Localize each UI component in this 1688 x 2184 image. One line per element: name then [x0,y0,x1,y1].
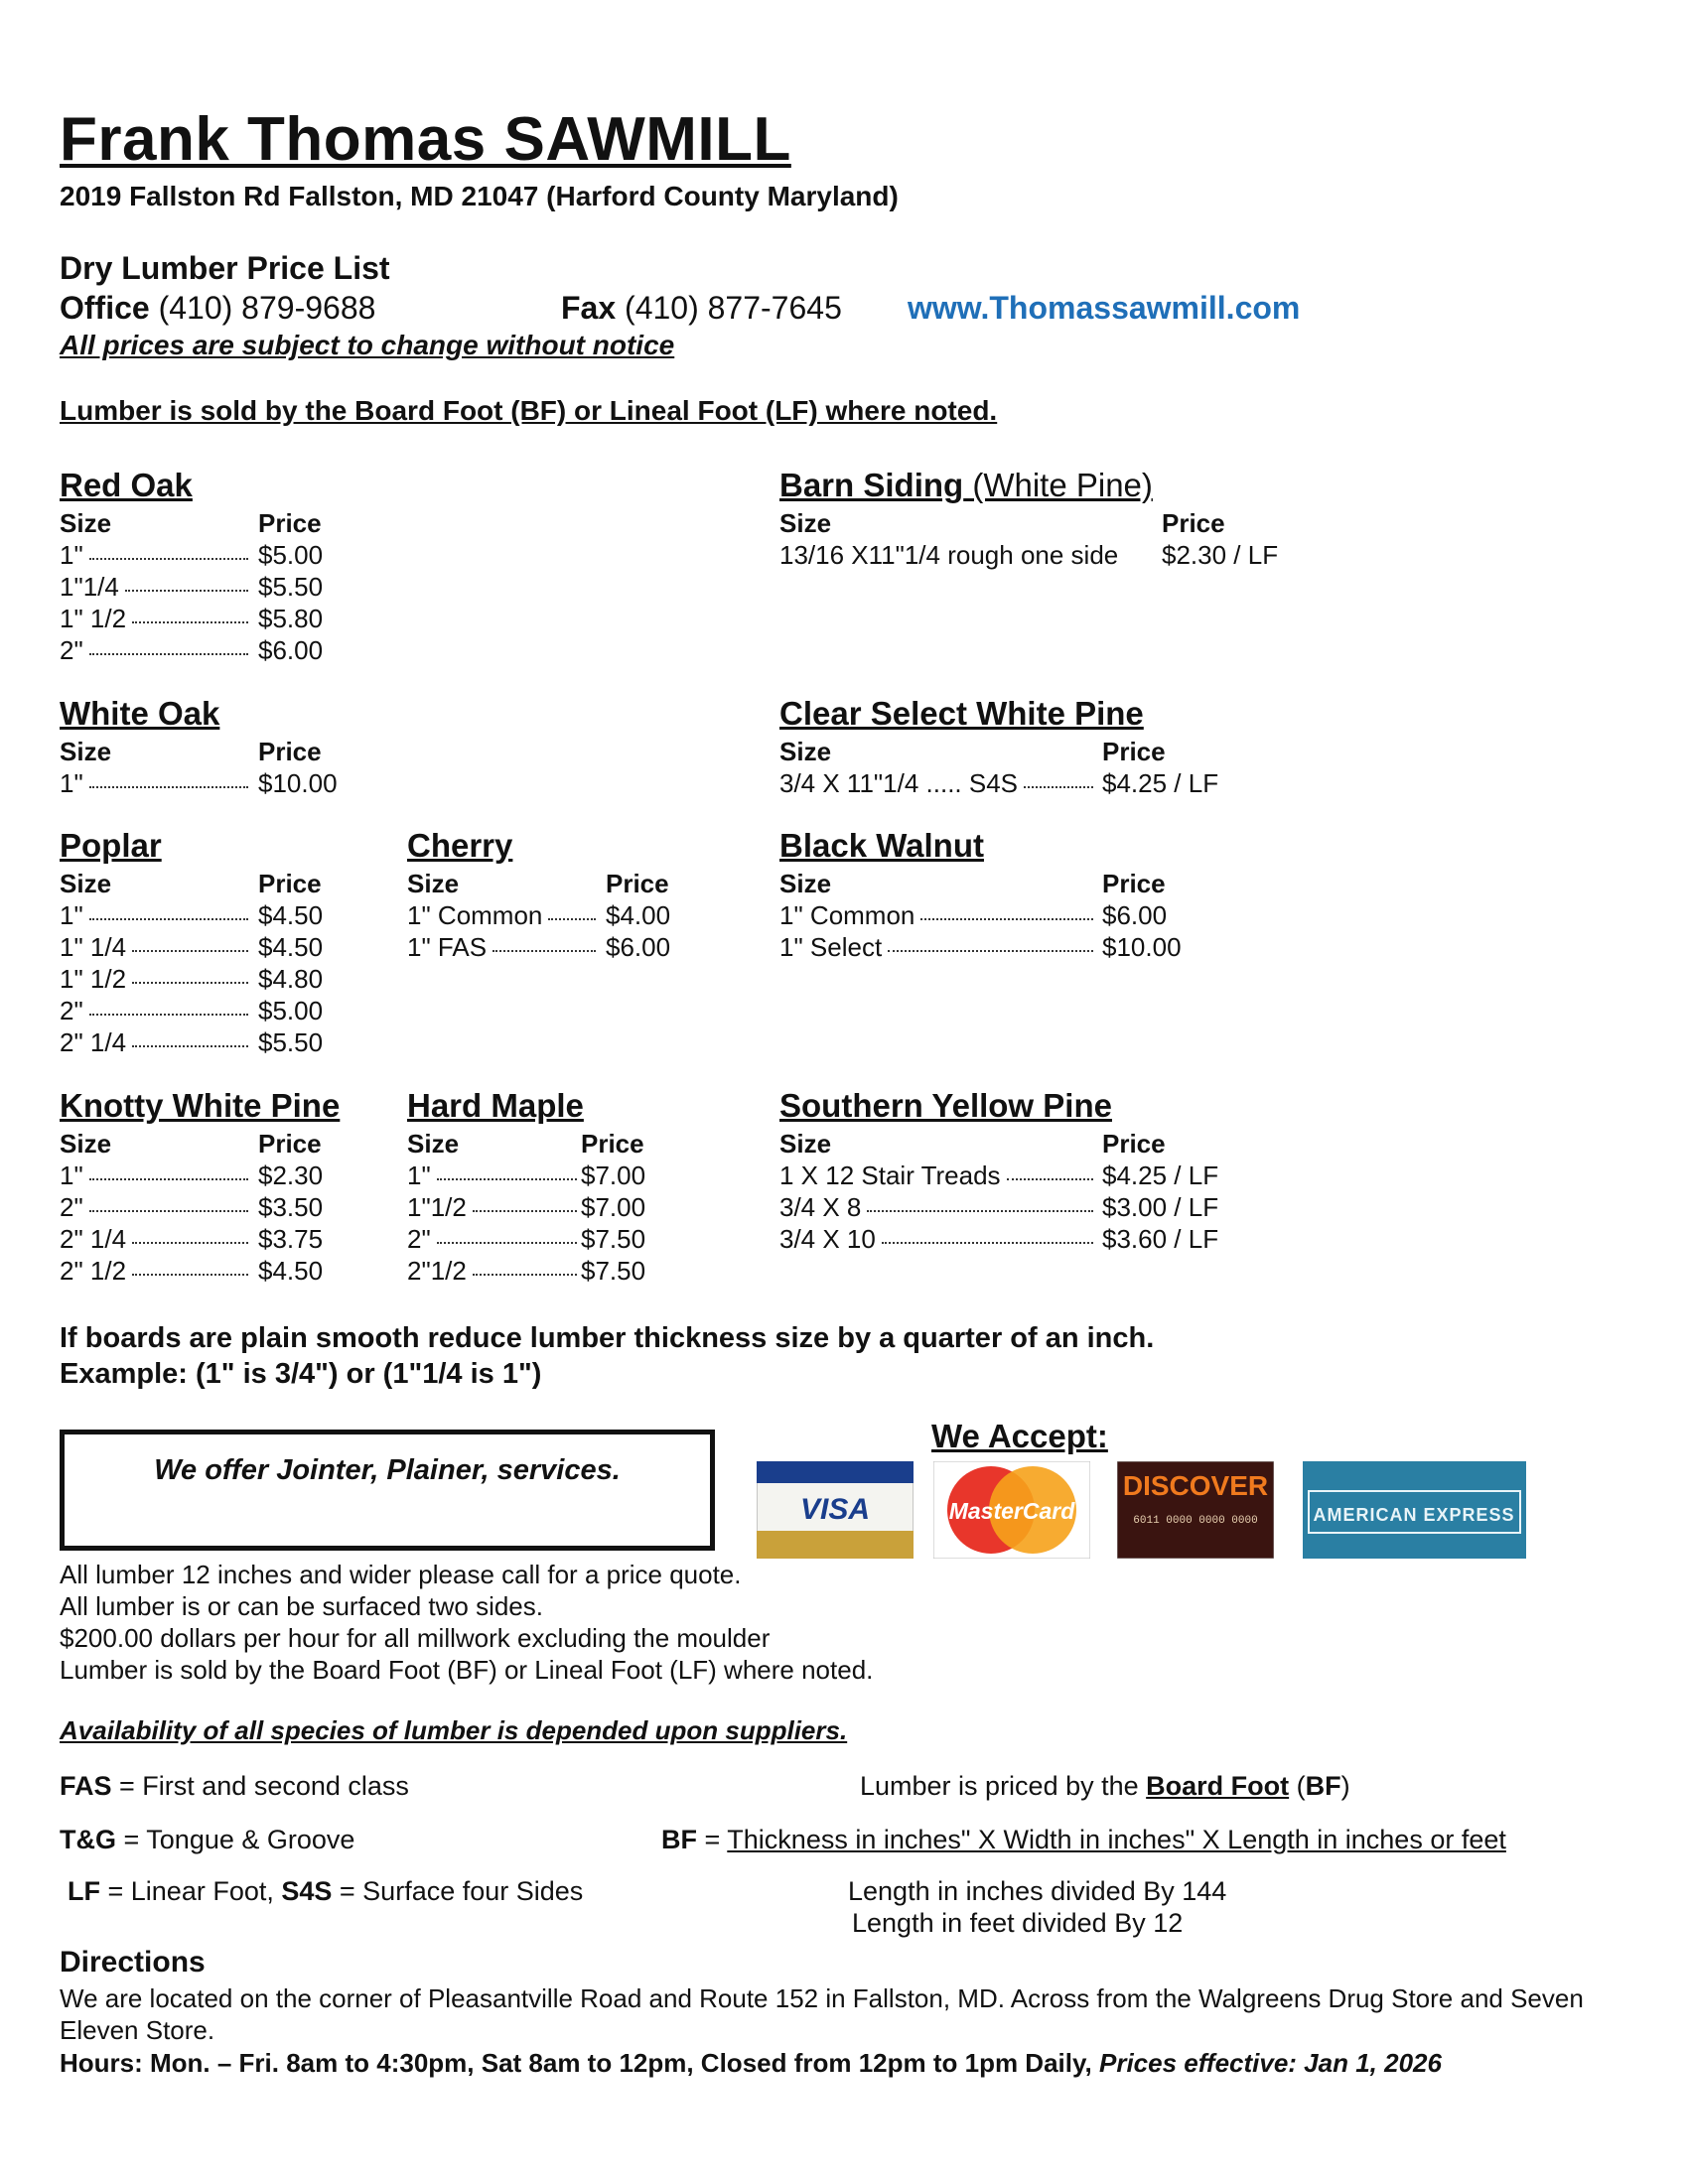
column-headers [779,869,1166,900]
office-label: Office [60,290,150,326]
price-row [779,1224,1219,1256]
dot-leader [473,1274,577,1276]
price-cell: $6.00 [1102,900,1168,930]
price-cell: $2.30 / LF [1162,540,1279,570]
species-name: Southern Yellow Pine [779,1087,1112,1124]
plain-smooth-line-1: If boards are plain smooth reduce lumber thickness size by a quarter of an inch. [60,1322,1155,1354]
price-cell: $5.00 [258,540,324,570]
price-column-header: Price [606,869,669,898]
note-item: All lumber 12 inches and wider please call for a price quote. [60,1560,742,1589]
price-cell: $2.30 [258,1160,324,1190]
dot-leader [89,1210,248,1212]
dot-leader [867,1210,1093,1212]
price-row [407,1224,646,1256]
dot-leader [89,918,248,920]
size-cell: 1"1/2 [407,1192,467,1222]
glossary-tg [60,1825,354,1855]
price-column-header: Price [258,737,322,766]
size-cell: 1" [60,1160,83,1190]
price-row [779,900,1168,932]
price-row [60,635,324,667]
price-cell: $3.00 / LF [1102,1192,1219,1222]
size-cell: 1" 1/2 [60,604,127,633]
office-line [60,290,375,327]
price-cell: $7.00 [581,1192,646,1222]
price-column-header: Price [258,1129,322,1159]
dot-leader [548,918,596,920]
dot-leader [132,1242,248,1244]
price-cell: $7.50 [581,1224,646,1254]
column-headers [779,508,1225,540]
price-row [60,604,324,635]
we-accept-heading: We Accept: [931,1418,1108,1454]
dot-leader [132,950,248,952]
price-row [779,1160,1219,1192]
species-name: Clear Select White Pine [779,695,1144,732]
price-row [60,900,324,932]
size-column-header: Size [779,508,832,538]
size-cell: 2" [60,996,83,1025]
priced-by-line [860,1771,1350,1802]
price-row [407,900,671,932]
price-row [60,572,324,604]
website-link[interactable]: www.Thomassawmill.com [908,290,1301,326]
fax-line [561,290,842,327]
size-cell: 1" FAS [407,932,488,962]
species-name: Red Oak [60,467,193,503]
priced-abbr: BF [1305,1771,1341,1801]
size-cell: 1" [60,540,83,570]
plain-smooth-note [60,1320,1154,1392]
amex-text: AMERICAN EXPRESS [1313,1505,1515,1525]
species-name: Black Walnut [779,827,984,864]
size-cell: 2" 1/4 [60,1027,127,1057]
size-cell: 2" 1/4 [60,1224,127,1254]
species-white-oak [60,695,338,800]
glossary-fas [60,1771,409,1802]
size-cell: 1" [60,768,83,798]
price-cell: $5.50 [258,572,324,602]
price-cell: $4.50 [258,932,324,962]
price-cell: $3.75 [258,1224,324,1254]
column-headers [60,869,322,900]
species-poplar [60,827,324,1059]
column-headers [779,737,1166,768]
price-row [779,1192,1219,1224]
price-row [779,540,1279,572]
size-column-header: Size [407,1129,460,1159]
price-row [60,1256,340,1288]
notes-list [60,1559,873,1686]
availability-note: Availability of all species of lumber is depended upon suppliers. [60,1715,848,1745]
dot-leader [89,1014,248,1016]
price-row [407,1192,646,1224]
mastercard-text: MasterCard [948,1498,1075,1524]
lf-abbr: LF [68,1876,100,1906]
column-headers [407,1129,644,1160]
price-column-header: Price [258,869,322,898]
dot-leader [473,1210,577,1212]
species-name: Poplar [60,827,162,864]
species-cherry [407,827,671,964]
note-item: Lumber is sold by the Board Foot (BF) or Lineal Foot (LF) where noted. [60,1655,874,1685]
size-column-header: Size [407,869,460,898]
visa-card-logo [757,1461,914,1559]
price-cell: $4.80 [258,964,324,994]
size-cell: 13/16 X11"1/4 rough one side [779,540,1119,570]
dot-leader [89,786,248,788]
species-black-walnut [779,827,1182,964]
dot-leader [437,1178,577,1180]
discover-card-logo [1117,1461,1274,1559]
directions-heading: Directions [60,1946,206,1979]
price-cell: $4.50 [258,900,324,930]
size-cell: 3/4 X 8 [779,1192,862,1222]
price-cell: $4.25 / LF [1102,768,1219,798]
dot-leader [888,950,1093,952]
price-cell: $5.50 [258,1027,324,1057]
price-cell: $3.50 [258,1192,324,1222]
plain-smooth-line-2: Example: (1" is 3/4") or (1"1/4 is 1") [60,1358,542,1390]
price-column-header: Price [1102,869,1166,898]
price-notice: All prices are subject to change without notice [60,330,675,360]
priced-by-text: Lumber is priced by the [860,1771,1147,1801]
mastercard-logo [933,1461,1090,1559]
dot-leader [1007,1178,1093,1180]
species-knotty-white-pine [60,1087,340,1288]
column-headers [407,869,669,900]
size-cell: 1" 1/4 [60,932,127,962]
size-cell: 2" [60,635,83,665]
species-name: Barn Siding [779,467,964,503]
glossary-lf-s4s [68,1876,583,1907]
price-column-header: Price [1102,1129,1166,1159]
priced-abbr-open: ( [1289,1771,1306,1801]
price-cell: $10.00 [1102,932,1182,962]
price-row [779,768,1219,800]
size-cell: 1" Common [779,900,915,930]
dot-leader [132,621,248,623]
bf-formula-line [661,1825,1506,1855]
size-cell: 1" Select [779,932,883,962]
price-row [60,1027,324,1059]
dot-leader [89,653,248,655]
size-cell: 1 X 12 Stair Treads [779,1160,1001,1190]
size-cell: 2"1/2 [407,1256,467,1286]
size-cell: 2" [60,1192,83,1222]
fax-label: Fax [561,290,617,326]
services-box [60,1430,715,1551]
discover-text: DISCOVER [1122,1470,1269,1501]
price-column-header: Price [581,1129,644,1159]
price-row [60,1192,340,1224]
size-cell: 2" [407,1224,431,1254]
length-inches-rule: Length in inches divided By 144 [848,1876,1227,1906]
price-cell: $7.50 [581,1256,646,1286]
bf-abbr: BF [661,1825,697,1854]
price-cell: $4.50 [258,1256,324,1286]
price-row [60,540,324,572]
species-hard-maple [407,1087,646,1288]
fas-abbr: FAS [60,1771,112,1801]
dot-leader [89,1178,248,1180]
column-headers [60,508,322,540]
species-name: Cherry [407,827,513,864]
size-column-header: Size [779,1129,832,1159]
price-cell: $4.00 [606,900,671,930]
size-cell: 1" Common [407,900,543,930]
species-red-oak [60,467,324,667]
price-row [60,996,324,1027]
note-item: $200.00 dollars per hour for all millwork excluding the moulder [60,1623,771,1653]
size-column-header: Size [779,869,832,898]
price-cell: $10.00 [258,768,338,798]
price-cell: $6.00 [606,932,671,962]
size-cell: 2" 1/2 [60,1256,127,1286]
dot-leader [437,1242,577,1244]
price-cell: $4.25 / LF [1102,1160,1219,1190]
length-feet-rule: Length in feet divided By 12 [852,1908,1184,1938]
species-name: Hard Maple [407,1087,584,1124]
species-name: White Oak [60,695,220,732]
price-column-header: Price [1162,508,1225,538]
price-row [407,1160,646,1192]
hours-text: Hours: Mon. – Fri. 8am to 4:30pm, Sat 8am to 12pm, Closed from 12pm to 1pm Daily, [60,2048,1099,2078]
tg-text: = Tongue & Groove [116,1825,355,1854]
price-row [60,768,338,800]
column-headers [60,737,322,768]
s4s-text: = Surface four Sides [332,1876,584,1906]
visa-text: VISA [799,1493,871,1526]
size-column-header: Size [60,1129,112,1159]
price-row [407,932,671,964]
size-column-header: Size [60,508,112,538]
price-cell: $5.00 [258,996,324,1025]
species-barn-siding [779,467,1279,572]
bf-formula: Thickness in inches" X Width in inches" X Length in inches or feet [727,1825,1506,1854]
size-cell: 1" [60,900,83,930]
dot-leader [1024,786,1093,788]
note-item: All lumber is or can be surfaced two sides. [60,1591,543,1621]
species-clear-select-white-pine [779,695,1219,800]
priced-abbr-close: ) [1340,1771,1350,1801]
dot-leader [882,1242,1093,1244]
prices-effective: Prices effective: Jan 1, 2026 [1098,2048,1442,2078]
board-foot-term: Board Foot [1146,1771,1290,1801]
price-cell: $7.00 [581,1160,646,1190]
company-address: 2019 Fallston Rd Fallston, MD 21047 (Harford County Maryland) [60,181,899,211]
size-cell: 1"1/4 [60,572,119,602]
s4s-abbr: S4S [281,1876,333,1906]
price-cell: $6.00 [258,635,324,665]
tg-abbr: T&G [60,1825,116,1854]
species-note: (White Pine) [963,467,1153,503]
fax-phone: (410) 877-7645 [625,290,842,326]
dot-leader [920,918,1093,920]
size-cell: 1" 1/2 [60,964,127,994]
amex-card-logo [1303,1461,1526,1559]
price-cell: $3.60 / LF [1102,1224,1219,1254]
dot-leader [492,950,596,952]
company-title: Frank Thomas SAWMILL [60,105,791,174]
dot-leader [89,558,248,560]
office-phone[interactable]: (410) 879-9688 [158,290,376,326]
fas-text: = First and second class [111,1771,409,1801]
size-column-header: Size [779,737,832,766]
size-column-header: Size [60,869,112,898]
price-row [60,1160,340,1192]
column-headers [779,1129,1166,1160]
price-column-header: Price [258,508,322,538]
size-cell: 3/4 X 10 [779,1224,876,1254]
services-text: We offer Jointer, Plainer, services. [154,1454,621,1486]
dot-leader [132,1045,248,1047]
price-row [60,932,324,964]
directions-text: We are located on the corner of Pleasantville Road and Route 152 in Fallston, MD. Across from the Walgreens Drug Store and Seven Eleven Store. [60,1983,1584,2045]
size-column-header: Size [60,737,112,766]
price-row [60,1224,340,1256]
lf-text: = Linear Foot, [100,1876,282,1906]
price-row [779,932,1182,964]
species-name: Knotty White Pine [60,1087,341,1124]
species-southern-yellow-pine [779,1087,1219,1256]
dot-leader [125,590,248,592]
size-cell: 1" [407,1160,431,1190]
bf-equals: = [697,1825,728,1854]
size-cell: 3/4 X 11"1/4 ..... S4S [779,768,1019,798]
list-title: Dry Lumber Price List [60,250,390,286]
price-column-header: Price [1102,737,1166,766]
dot-leader [132,982,248,984]
price-cell: $5.80 [258,604,324,633]
discover-number: 6011 0000 0000 0000 [1133,1515,1258,1527]
price-row [60,964,324,996]
price-row [407,1256,646,1288]
dot-leader [132,1274,248,1276]
hours-line [60,2048,1442,2079]
sold-by-note: Lumber is sold by the Board Foot (BF) or Lineal Foot (LF) where noted. [60,395,998,426]
column-headers [60,1129,340,1160]
